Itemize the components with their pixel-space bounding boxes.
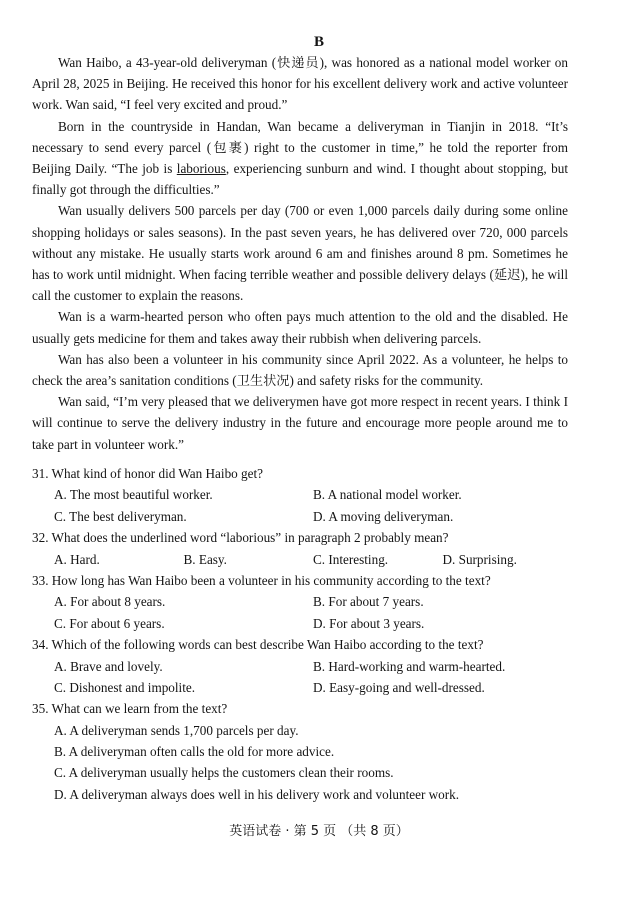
paragraph-text: Wan said, “I’m very pleased that we deliverymen have got more respect in recent years. I think I will continue to serve the delivery industry in the future and encourage more people around me to take part in volunteer work.” [32, 394, 568, 452]
paragraph-text: , experiencing sunburn and wind. I thought about stopping, but finally got through the difficulties.” [32, 161, 568, 198]
paragraph-4 [32, 306, 568, 348]
reading-passage [32, 52, 568, 455]
section-label: B [313, 34, 324, 50]
option-d[interactable]: D. Surprising. [442, 551, 517, 567]
option-d[interactable]: D. For about 3 years. [313, 615, 425, 631]
paragraph-text: Wan Haibo, a 43-year-old deliveryman (快递员), was honored as a national model worker on April 28, 2025 in Beijing. He received this honor for his excellent delivery work and active volunteer work. Wan said, “I feel very excited and proud.” [32, 55, 568, 113]
option-b[interactable]: B. Hard-working and warm-hearted. [313, 658, 506, 674]
question-stem: 34. Which of the following words can best describe Wan Haibo according to the text? [32, 637, 484, 653]
question-stem: 31. What kind of honor did Wan Haibo get? [32, 466, 264, 481]
option-row [32, 613, 572, 634]
option-row [32, 656, 572, 677]
option-d[interactable]: D. A moving deliveryman. [313, 508, 454, 524]
option-c[interactable]: C. For about 6 years. [54, 615, 165, 631]
option-b[interactable]: B. A national model worker. [313, 487, 462, 503]
option-c[interactable]: C. Interesting. [313, 551, 389, 567]
underlined-word: laborious [176, 161, 226, 177]
paragraph-text: Born in the countryside in Handan, Wan became a deliveryman in Tianjin in 2018. “It’s necessary to send every parcel (包裹) right to the customer in time,” he told the reporter from Beijing Daily. “The job is [32, 118, 568, 177]
option-row [32, 549, 572, 570]
option-a[interactable]: A. A deliveryman sends 1,700 parcels per day. [54, 722, 299, 738]
option-row [32, 484, 572, 505]
question-stem: 32. What does the underlined word “laborious” in paragraph 2 probably mean? [32, 530, 449, 546]
question-stem: 33. How long has Wan Haibo been a volunteer in his community according to the text? [32, 572, 491, 588]
option-b[interactable]: B. For about 7 years. [313, 594, 424, 610]
option-row [32, 506, 572, 527]
paragraph-3 [32, 200, 568, 306]
option-row [32, 677, 572, 698]
option-d[interactable]: D. Easy-going and well-dressed. [313, 679, 485, 695]
option-a[interactable]: A. Hard. [54, 551, 100, 567]
paragraph-text: Wan has also been a volunteer in his community since April 2022. As a volunteer, he helps to check the area’s sanitation conditions (卫生状况) and safety risks for the community. [32, 351, 568, 389]
option-a[interactable]: A. For about 8 years. [54, 594, 166, 610]
paragraph-text: Wan is a warm-hearted person who often pays much attention to the old and the disabled. He usually gets medicine for them and takes away their rubbish when delivering parcels. [32, 309, 568, 346]
option-c[interactable]: C. A deliveryman usually helps the customers clean their rooms. [54, 765, 394, 781]
option-b[interactable]: B. Easy. [183, 551, 227, 567]
option-b[interactable]: B. A deliveryman often calls the old for more advice. [54, 744, 335, 760]
paragraph-5 [32, 349, 568, 391]
option-a[interactable]: A. Brave and lovely. [54, 658, 163, 674]
option-d[interactable]: D. A deliveryman always does well in his delivery work and volunteer work. [54, 786, 460, 802]
paragraph-1 [32, 52, 568, 116]
question-stem: 35. What can we learn from the text? [32, 701, 228, 717]
option-a[interactable]: A. The most beautiful worker. [54, 487, 213, 503]
paragraph-text: Wan usually delivers 500 parcels per day (700 or even 1,000 parcels daily during some online shopping holidays or sales seasons). In the past seven years, he has delivered over 720, 000 parcels without any mistake. He usually starts work around 6 am and finishes around 8 pm. Sometimes he has to work until midnight. When facing terrible weather and possible delivery delays (延迟), he will call the customer to explain the reasons. [32, 203, 568, 304]
question-list [32, 463, 572, 805]
paragraph-2 [32, 116, 568, 201]
option-row [32, 591, 572, 612]
option-c[interactable]: C. Dishonest and impolite. [54, 679, 196, 695]
option-c[interactable]: C. The best deliveryman. [54, 508, 187, 524]
page-footer: 英语试卷 · 第 5 页 （共 8 页） [229, 824, 409, 839]
paragraph-6 [32, 391, 568, 455]
